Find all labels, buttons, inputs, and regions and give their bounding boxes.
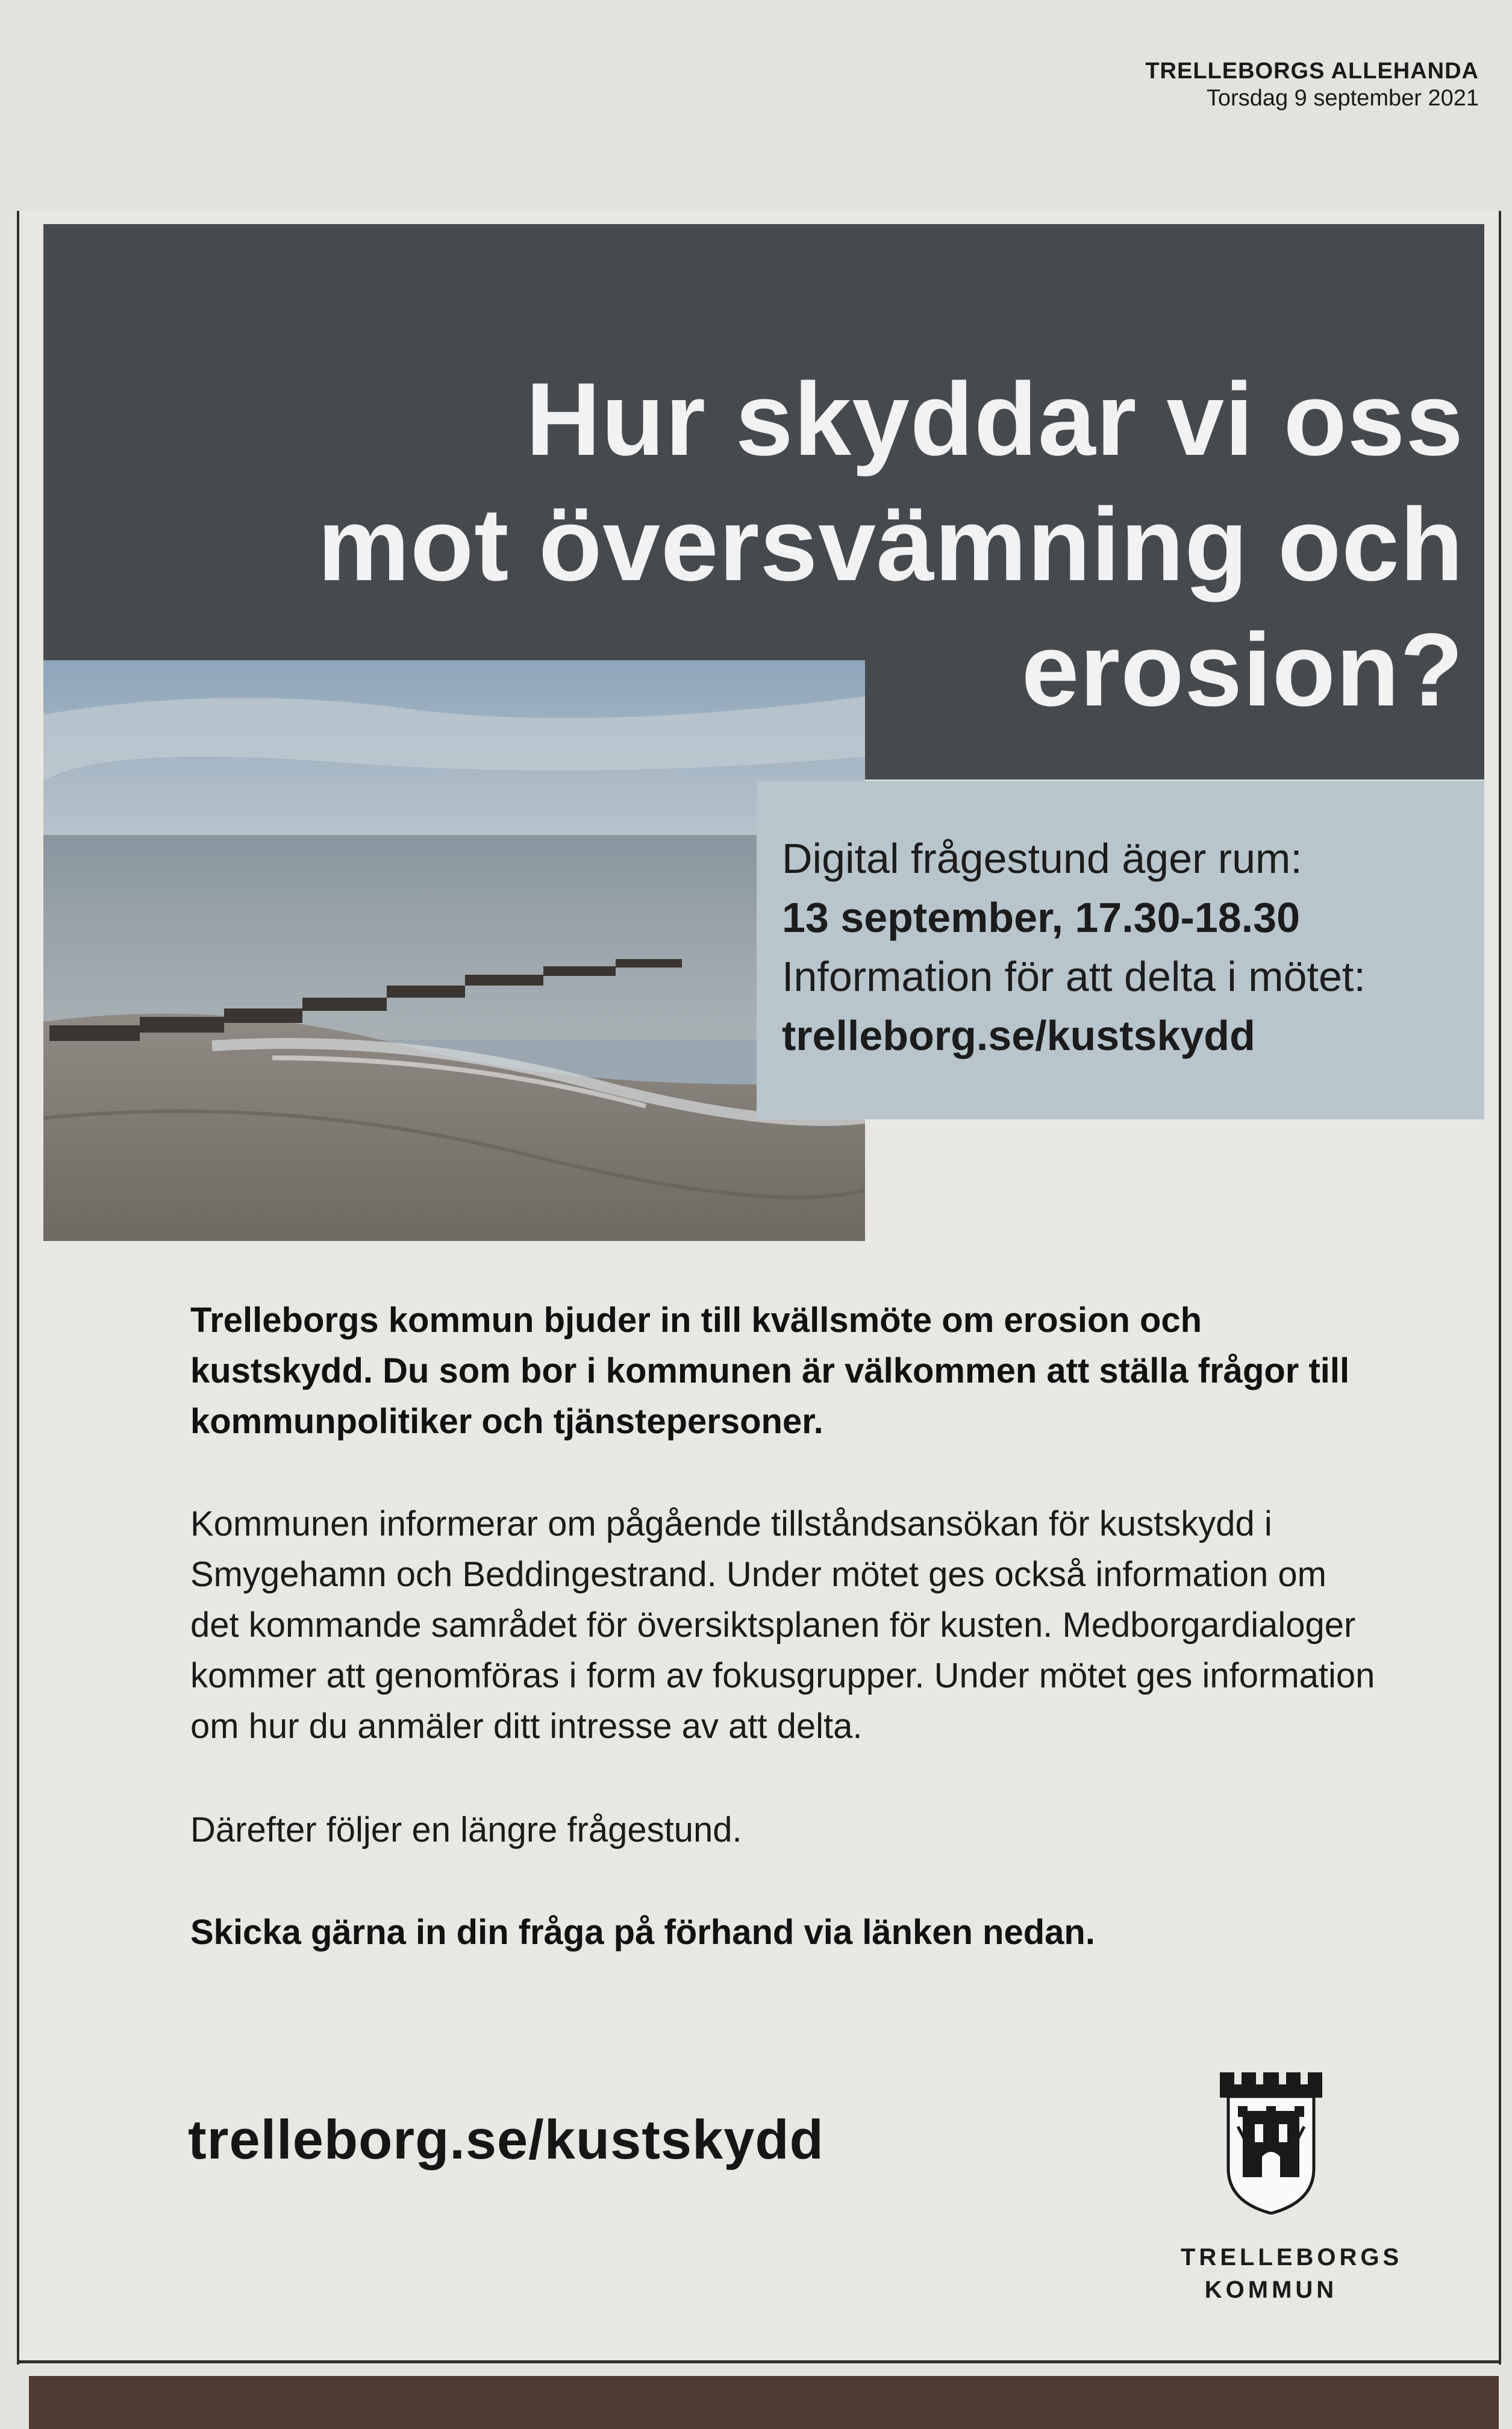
logo-text-line-1: TRELLEBORGS bbox=[1181, 2244, 1403, 2271]
event-info-label: Information för att delta i mötet: bbox=[782, 953, 1366, 1000]
info-paragraph: Kommunen informerar om pågående tillståndsansökan för kustskydd i Smygehamn och Beddingestrand. Under mötet ges också information om det kommande samrådet för översiktsplanen för kusten. Medborgardialoger kommer att genomföras i form av fokusgrupper. Under mötet ges information om hur du anmäler ditt intresse av att delta. bbox=[190, 1504, 1375, 1746]
body-copy bbox=[190, 1295, 1383, 1958]
municipality-logo bbox=[1181, 2072, 1403, 2306]
call-to-action: Skicka gärna in din fråga på förhand via länken nedan. bbox=[190, 1913, 1095, 1952]
castle-crest-icon bbox=[1220, 2072, 1322, 2215]
next-advertisement-edge bbox=[29, 2376, 1499, 2429]
event-info-link[interactable]: trelleborg.se/kustskydd bbox=[782, 1012, 1255, 1059]
advertisement-bottom-rule bbox=[17, 2360, 1501, 2363]
newspaper-masthead bbox=[1145, 58, 1479, 112]
beach-photo bbox=[43, 660, 865, 1241]
headline bbox=[78, 357, 1464, 733]
website-link[interactable]: trelleborg.se/kustskydd bbox=[188, 2109, 824, 2171]
lead-paragraph: Trelleborgs kommun bjuder in till kvällsmöte om erosion och kustskydd. Du som bor i kommunen är välkommen att ställa frågor till kommunpolitiker och tjänstepersoner. bbox=[190, 1301, 1350, 1441]
beach-groyne-image bbox=[43, 660, 865, 1241]
newspaper-title: TRELLEBORGS ALLEHANDA bbox=[1145, 58, 1479, 84]
event-intro: Digital frågestund äger rum: bbox=[782, 835, 1302, 882]
followup-paragraph: Därefter följer en längre frågestund. bbox=[190, 1810, 742, 1849]
event-info-box bbox=[757, 781, 1484, 1119]
headline-line-2: mot översvämning och bbox=[317, 487, 1464, 602]
event-date-time: 13 september, 17.30-18.30 bbox=[782, 894, 1301, 941]
headline-line-1: Hur skyddar vi oss bbox=[525, 361, 1464, 477]
issue-date: Torsdag 9 september 2021 bbox=[1206, 86, 1479, 111]
headline-line-3: erosion? bbox=[1021, 612, 1464, 728]
logo-text-line-2: KOMMUN bbox=[1204, 2277, 1338, 2303]
